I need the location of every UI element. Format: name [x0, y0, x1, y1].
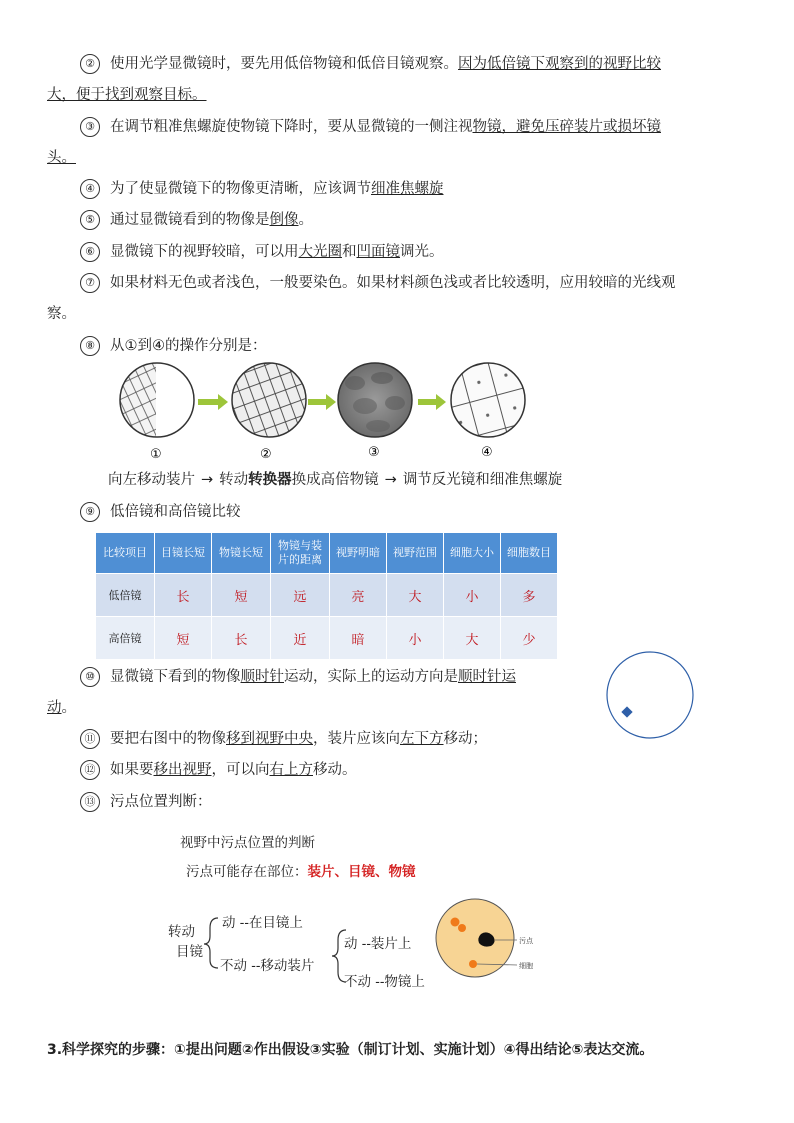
item-2: ② 使用光学显微镜时，要先用低倍物镜和低倍目镜观察。因为低倍镜下观察到的视野比较: [80, 54, 661, 74]
specimen-icon: [621, 706, 632, 717]
slide-moves: 动 --装片上: [344, 936, 412, 952]
cell-icon: [458, 924, 466, 932]
view-4: [448, 360, 528, 440]
cell-label: 细胞: [519, 962, 533, 970]
slide-still: 不动 --物镜上: [344, 974, 425, 990]
table-header: 物镜与装片的距离: [271, 533, 330, 574]
cell-icon: [469, 960, 477, 968]
item-12: ⑫ 如果要移出视野，可以向右上方移动。: [80, 760, 357, 780]
eyepiece-still: 不动 --移动装片: [220, 958, 315, 974]
rotate-label: 转动: [168, 924, 195, 940]
table-header: 物镜长短: [212, 533, 271, 574]
item-9: ⑨ 低倍镜和高倍镜比较: [80, 502, 241, 522]
eyepiece-label: 目镜: [176, 944, 203, 960]
item-7-cont: 察。: [47, 306, 76, 322]
comparison-table: [95, 532, 558, 660]
table-header: 视野明暗: [330, 533, 387, 574]
item-8: ⑧ 从①到④的操作分别是：: [80, 336, 267, 356]
item-11: ⑪ 要把右图中的物像移到视野中央，装片应该向左下方移动；: [80, 729, 487, 749]
table-header: 细胞大小: [444, 533, 501, 574]
arrow-icon: [198, 394, 228, 410]
stain-locations: 污点可能存在部位：装片、目镜、物镜: [186, 864, 416, 880]
microscope-views: [110, 358, 540, 462]
eyepiece-moves: 动 --在目镜上: [222, 915, 303, 931]
field-of-view-diagram: [603, 650, 698, 742]
item-6: ⑥ 显微镜下的视野较暗，可以用大光圈和凹面镜调光。: [80, 242, 444, 262]
item-2-cont: 大，便于找到观察目标。: [47, 87, 207, 103]
item-number: ②: [80, 54, 100, 74]
item-3: ③ 在调节粗准焦螺旋使物镜下降时，要从显微镜的一侧注视物镜，避免压碎装片或损坏镜: [80, 117, 661, 137]
view-1: [118, 358, 194, 442]
item-10: ⑩ 显微镜下看到的物像顺时针运动，实际上的运动方向是顺时针运: [80, 667, 516, 687]
cell-icon: [451, 918, 460, 927]
view-label: ④: [481, 445, 493, 460]
view-label: ②: [260, 447, 272, 462]
table-header-row: [96, 533, 558, 574]
stain-title: 视野中污点位置的判断: [180, 835, 315, 851]
view-2: [230, 362, 310, 442]
table-header: 视野范围: [387, 533, 444, 574]
table-header: 细胞数目: [501, 533, 558, 574]
view-label: ③: [368, 445, 380, 460]
table-header: 比较项目: [96, 533, 155, 574]
item-5: ⑤ 通过显微镜看到的物像是倒像。: [80, 210, 313, 230]
view-3: [338, 363, 412, 437]
arrow-icon: [308, 394, 336, 410]
table-header: 目镜长短: [155, 533, 212, 574]
dirt-label: 污点: [519, 937, 533, 945]
table-row: 低倍镜 长 短 远 亮 大 小 多: [96, 574, 558, 617]
item-3-cont: 头。: [47, 150, 76, 166]
table-row: 高倍镜 短 长 近 暗 小 大 少: [96, 617, 558, 660]
view-label: ①: [150, 447, 162, 462]
item-10-cont: 动。: [47, 700, 76, 716]
stain-field-view: [435, 898, 545, 982]
item-13: ⑬ 污点位置判断：: [80, 792, 212, 812]
arrow-icon: [418, 394, 446, 410]
item-7: ⑦ 如果材料无色或者浅色，一般要染色。如果材料颜色浅或者比较透明，应用较暗的光线观: [80, 273, 676, 293]
item-4: ④ 为了使显微镜下的物像更清晰，应该调节细准焦螺旋: [80, 179, 444, 199]
operations-line: 向左移动装片 → 转动转换器换成高倍物镜 → 调节反光镜和细准焦螺旋: [108, 472, 563, 488]
section-3: 3.科学探究的步骤：①提出问题②作出假设③实验（制订计划、实施计划）④得出结论⑤表达交流。: [47, 1042, 654, 1058]
